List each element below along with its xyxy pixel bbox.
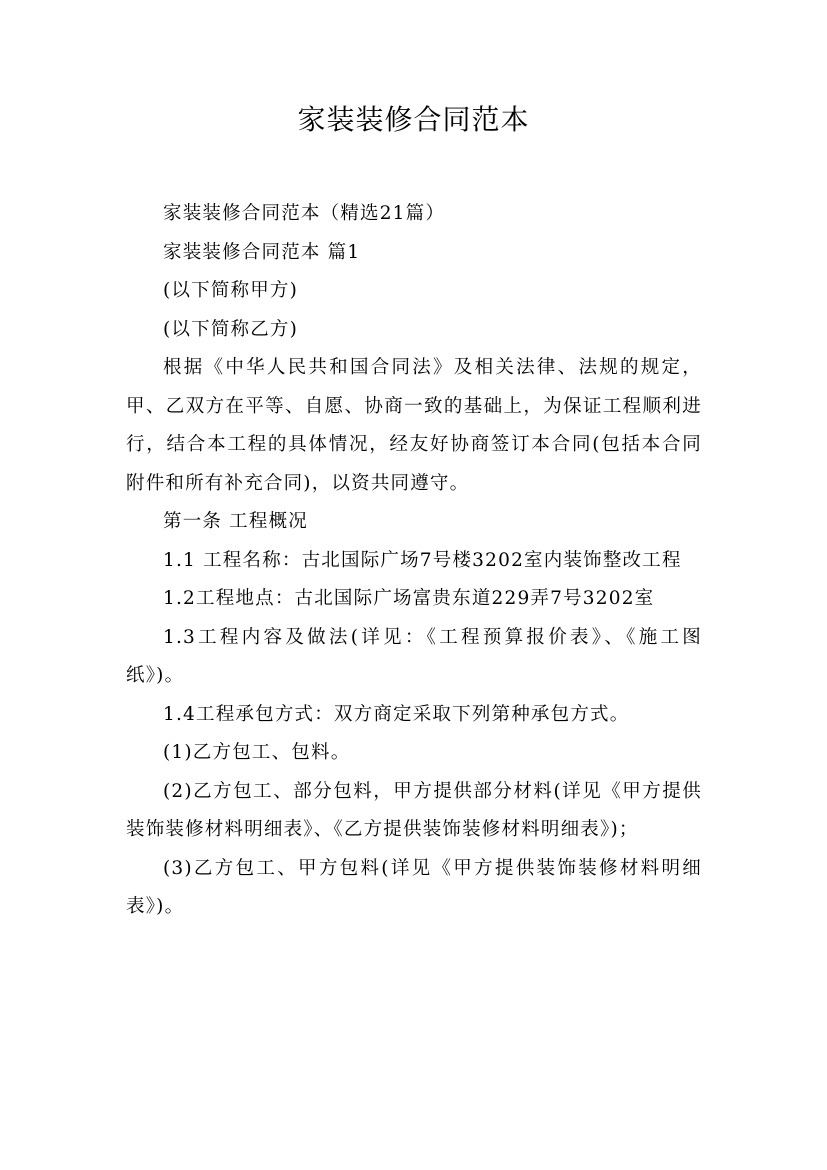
- paragraph-option-3: (3)乙方包工、甲方包料(详见《甲方提供装饰装修材料明细表》)。: [126, 857, 702, 917]
- paragraph-1-2: 1.2工程地点：古北国际广场富贵东道229弄7号3202室: [163, 588, 655, 609]
- paragraph-party-b: (以下简称乙方): [163, 318, 299, 340]
- paragraph-1-1: 1.1 工程名称：古北国际广场7号楼3202室内装饰整改工程: [163, 549, 682, 571]
- paragraph-1-4: 1.4工程承包方式：双方商定采取下列第种承包方式。: [163, 703, 630, 725]
- paragraph-article-1-heading: 第一条 工程概况: [163, 511, 308, 532]
- paragraph-option-2: (2)乙方包工、部分包料，甲方提供部分材料(详见《甲方提供装饰装修材料明细表》、《乙方提供装饰装修材料明细表》)；: [126, 780, 702, 840]
- paragraph-1-3: 1.3工程内容及做法(详见：《工程预算报价表》、《施工图纸》)。: [126, 626, 702, 686]
- paragraph-party-a: (以下简称甲方): [163, 280, 299, 301]
- paragraph-option-1: (1)乙方包工、包料。: [163, 742, 351, 763]
- paragraph-preamble: 根据《中华人民共和国合同法》及相关法律、法规的规定，甲、乙双方在平等、自愿、协商一致的基础上，为保证工程顺利进行，结合本工程的具体情况，经友好协商签订本合同(包括本合同附件和所有补充合同)，以资共同遵守。: [126, 357, 702, 494]
- paragraph-subtitle: 家装装修合同范本（精选21篇）: [163, 203, 446, 224]
- document-title: 家装装修合同范本: [297, 103, 530, 136]
- paragraph-section-heading: 家装装修合同范本 篇1: [163, 241, 361, 263]
- document-body: [126, 195, 702, 927]
